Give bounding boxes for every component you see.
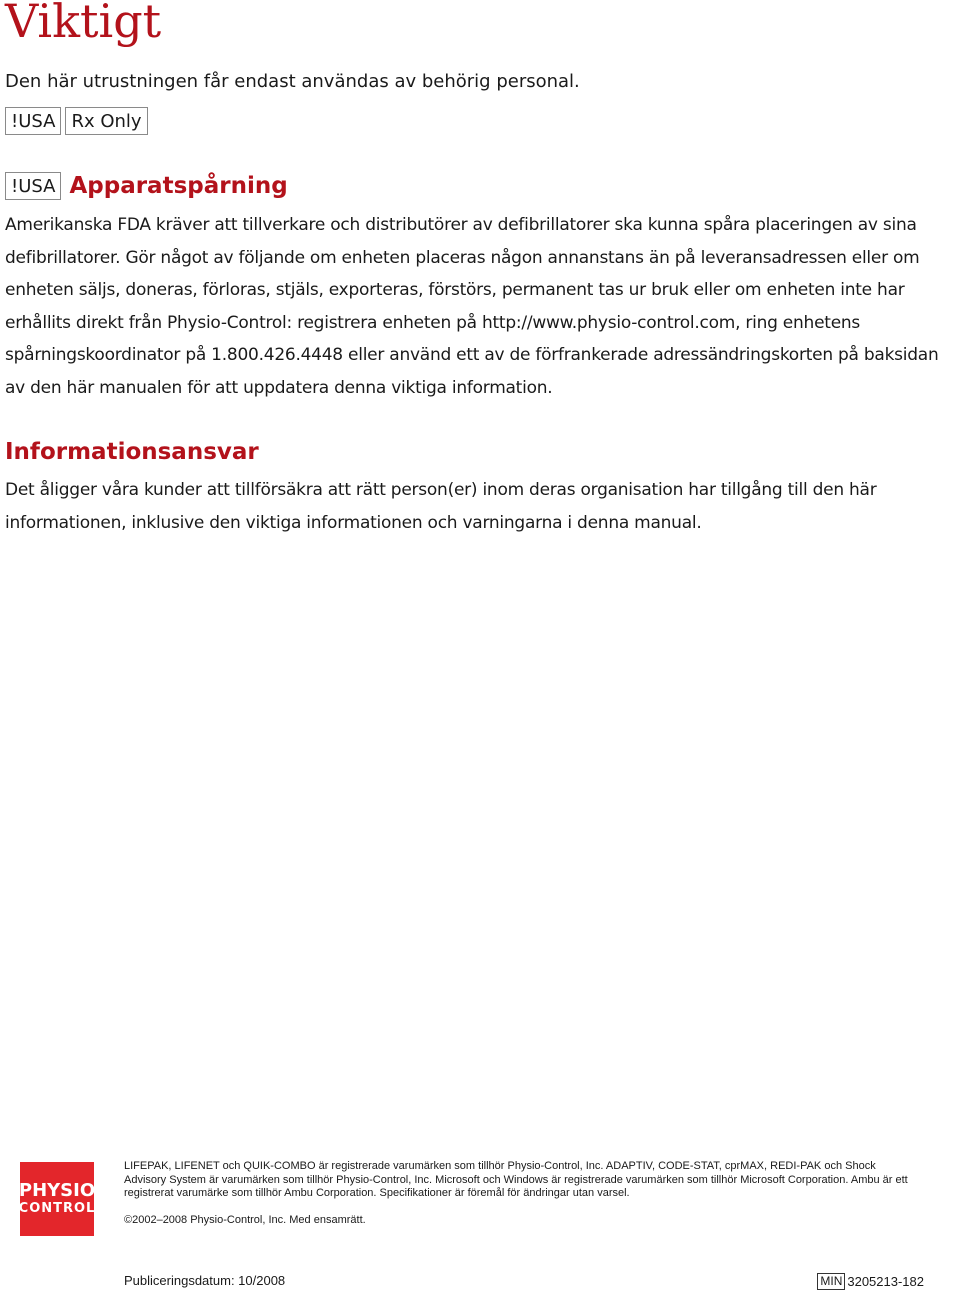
rx-only-badge: Rx Only bbox=[65, 107, 147, 135]
tracking-heading bbox=[5, 171, 288, 201]
publication-date: Publiceringsdatum: 10/2008 bbox=[124, 1273, 286, 1288]
logo-line2: CONTROL bbox=[18, 1201, 96, 1216]
physio-control-logo bbox=[20, 1162, 94, 1236]
badge-row bbox=[5, 107, 148, 135]
tracking-title: Apparatspårning bbox=[69, 173, 288, 199]
responsibility-heading bbox=[5, 437, 259, 467]
intro-text: Den här utrustningen får endast användas av behörig personal. bbox=[5, 71, 580, 92]
copyright-text: ©2002–2008 Physio-Control, Inc. Med ensamrätt. bbox=[124, 1214, 366, 1226]
min-label: MIN bbox=[817, 1273, 845, 1290]
part-number-value: 3205213-182 bbox=[847, 1274, 924, 1289]
part-number bbox=[817, 1273, 924, 1290]
tracking-body: Amerikanska FDA kräver att tillverkare och distributörer av defibrillatorer ska kunna spåra placeringen av sina defibrillatorer. Gör något av följande om enheten placeras någon annanstans än på leveransadressen eller om enheten säljs, doneras, förloras, stjäls, exporteras, förstörs, permanent tas ur bruk eller om enheten inte har erhållits direkt från Physio-Control: registrera enheten på http://www.physio-control.com, ring enhetens spårningskoordinator på 1.800.426.4448 eller använd ett av de förfrankerade adressändringskorten på baksidan av den här manualen för att uppdatera denna viktiga information. bbox=[5, 215, 939, 398]
responsibility-title: Informationsansvar bbox=[5, 439, 259, 465]
usa-badge: !USA bbox=[5, 172, 61, 200]
usa-badge: !USA bbox=[5, 107, 61, 135]
logo-line1: PHYSIO bbox=[18, 1180, 96, 1201]
legal-text: LIFEPAK, LIFENET och QUIK-COMBO är registrerade varumärken som tillhör Physio-Control, Inc. ADAPTIV, CODE-STAT, cprMAX, REDI-PAK och Shock Advisory System är varumärken som tillhör Physio-Control, Inc. Microsoft och Windows är registrerade varumärken som tillhör Microsoft Corporation. Ambu är ett registrerat varumärke som tillhör Ambu Corporation. Specifikationer är föremål för ändringar utan varsel. bbox=[124, 1160, 908, 1199]
page-title: Viktigt bbox=[5, 0, 162, 48]
responsibility-body: Det åligger våra kunder att tillförsäkra att rätt person(er) inom deras organisation har tillgång till den här informationen, inklusive den viktiga informationen och varningarna i denna manual. bbox=[5, 480, 877, 533]
